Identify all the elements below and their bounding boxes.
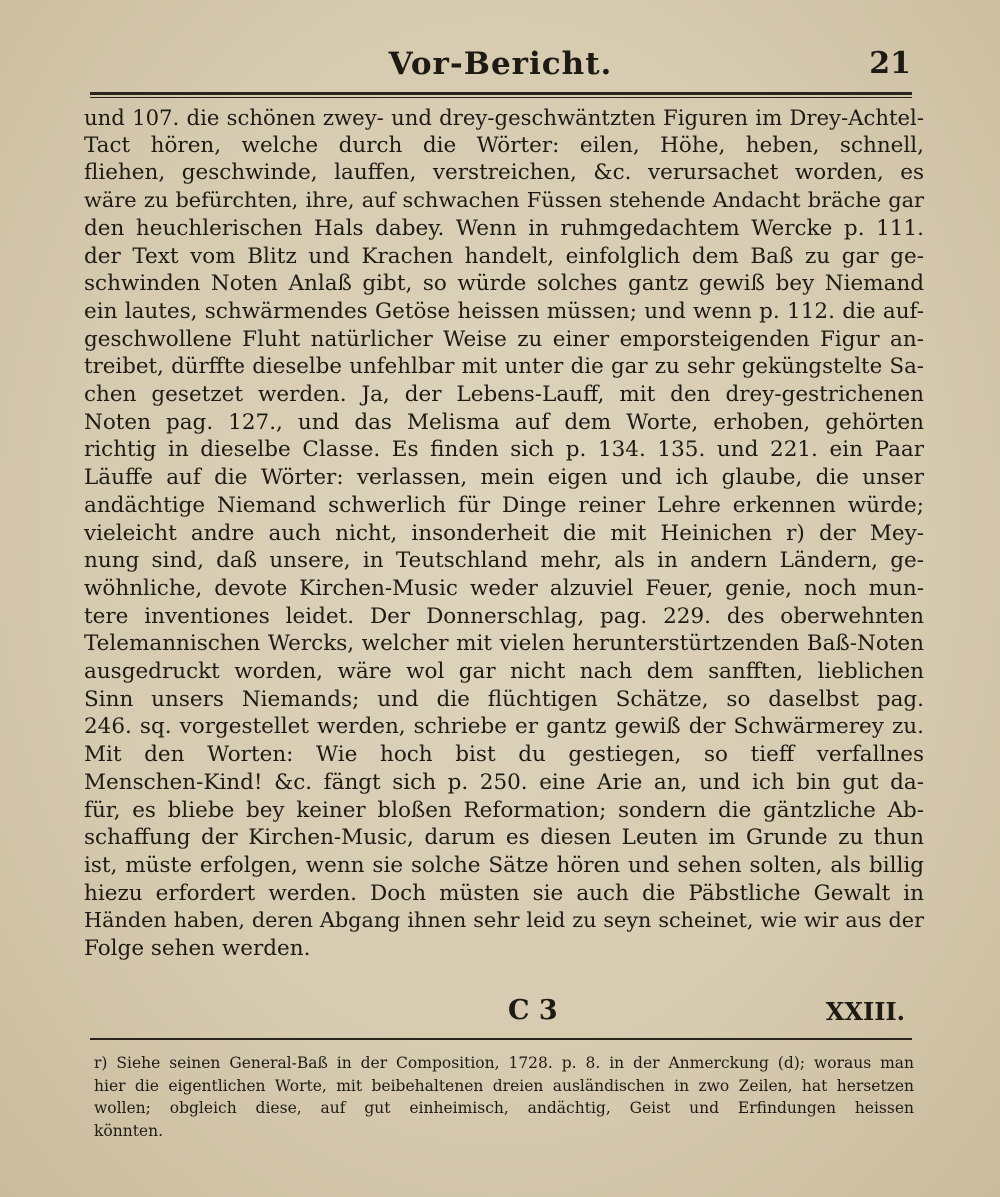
running-title: Vor-Bericht. [388, 46, 613, 82]
text-line: hiezu erfordert werden. Doch müsten sie auch die Päbstliche Gewalt in [84, 880, 924, 906]
text-line: treibet, dürffte dieselbe unfehlbar mit unter die gar zu sehr geküngstelte Sa- [84, 354, 924, 380]
text-line: Mit den Worten: Wie hoch bist du gestiegen, so tieff verfallnes [84, 742, 924, 768]
text-line: den heuchlerischen Hals dabey. Wenn in ruhmgedachtem Wercke p. 111. [84, 215, 924, 241]
text-line: andächtige Niemand schwerlich für Dinge reiner Lehre erkennen würde; [84, 492, 924, 518]
text-line: geschwollene Fluht natürlicher Weise zu einer emporsteigenden Figur an- [84, 326, 924, 352]
text-line: nung sind, daß unsere, in Teutschland mehr, als in andern Ländern, ge- [84, 548, 924, 574]
text-line: schwinden Noten Anlaß gibt, so würde solches gantz gewiß bey Niemand [84, 271, 924, 297]
header-rule [90, 92, 912, 98]
text-line: wäre zu befürchten, ihre, auf schwachen Füssen stehende Andacht bräche gar [84, 188, 924, 213]
text-line: Tact hören, welche durch die Wörter: eilen, Höhe, heben, schnell, [84, 132, 924, 158]
printer-signature: C 3 [508, 995, 558, 1026]
text-line: der Text vom Blitz und Krachen handelt, einfolglich dem Baß zu gar ge- [84, 243, 924, 269]
footnote-line: hier die eigentlichen Worte, mit beibehaltenen dreien ausländischen in zwo Zeilen, hat hersetzen [94, 1076, 914, 1095]
text-line: und 107. die schönen zwey- und drey-geschwäntzten Figuren im Drey-Achtel- [84, 105, 924, 130]
text-line: Läuffe auf die Wörter: verlassen, mein eigen und ich glaube, die unser [84, 465, 924, 491]
footnote-rule [90, 1038, 912, 1040]
text-line: Folge sehen werden. [84, 936, 311, 962]
text-line: 246. sq. vorgestellet werden, schriebe er gantz gewiß der Schwärmerey zu. [84, 714, 924, 740]
text-line: chen gesetzet werden. Ja, der Lebens-Lauff, mit den drey-gestrichenen [84, 382, 924, 408]
text-line: für, es bliebe bey keiner bloßen Reformation; sondern die gäntzliche Ab- [84, 797, 924, 823]
page-number: 21 [869, 46, 911, 81]
catchword: XXIII. [825, 997, 905, 1026]
text-line: Menschen-Kind! &c. fängt sich p. 250. eine Arie an, und ich bin gut da- [84, 769, 924, 795]
footnote-line: könnten. [94, 1121, 164, 1140]
text-line: Telemannischen Wercks, welcher mit vielen herunterstürtzenden Baß-Noten [84, 631, 924, 657]
footnote-line: wollen; obgleich diese, auf gut einheimisch, andächtig, Geist und Erfindungen heissen [94, 1099, 914, 1117]
main-text [84, 104, 924, 963]
text-line: ist, müste erfolgen, wenn sie solche Sätze hören und sehen solten, als billig [84, 852, 924, 878]
text-line: ausgedruckt worden, wäre wol gar nicht nach dem sanfften, lieblichen [84, 659, 924, 685]
text-line: schaffung der Kirchen-Music, darum es diesen Leuten im Grunde zu thun [84, 825, 924, 851]
footnote-line: r) Siehe seinen General-Baß in der Composition, 1728. p. 8. in der Anmerckung (d); woraus man [94, 1054, 914, 1072]
text-line: vieleicht andre auch nicht, insonderheit die mit Heinichen r) der Mey- [84, 520, 924, 546]
running-header [88, 40, 913, 88]
text-line: Händen haben, deren Abgang ihnen sehr leid zu seyn scheinet, wie wir aus der [84, 908, 924, 933]
text-line: Noten pag. 127., und das Melisma auf dem Worte, erhoben, gehörten [84, 409, 924, 435]
text-line: richtig in dieselbe Classe. Es finden sich p. 134. 135. und 221. ein Paar [84, 437, 924, 463]
text-line: Sinn unsers Niemands; und die flüchtigen Schätze, so daselbst pag. [84, 686, 924, 712]
text-line: tere inventiones leidet. Der Donnerschlag, pag. 229. des oberwehnten [84, 603, 924, 629]
text-line: wöhnliche, devote Kirchen-Music weder alzuviel Feuer, genie, noch mun- [84, 575, 924, 601]
footnote [94, 1052, 914, 1142]
page-footer [88, 995, 913, 1031]
text-line: ein lautes, schwärmendes Getöse heissen müssen; und wenn p. 112. die auf- [84, 298, 924, 324]
text-line: fliehen, geschwinde, lauffen, verstreichen, &c. verursachet worden, es [84, 160, 924, 186]
